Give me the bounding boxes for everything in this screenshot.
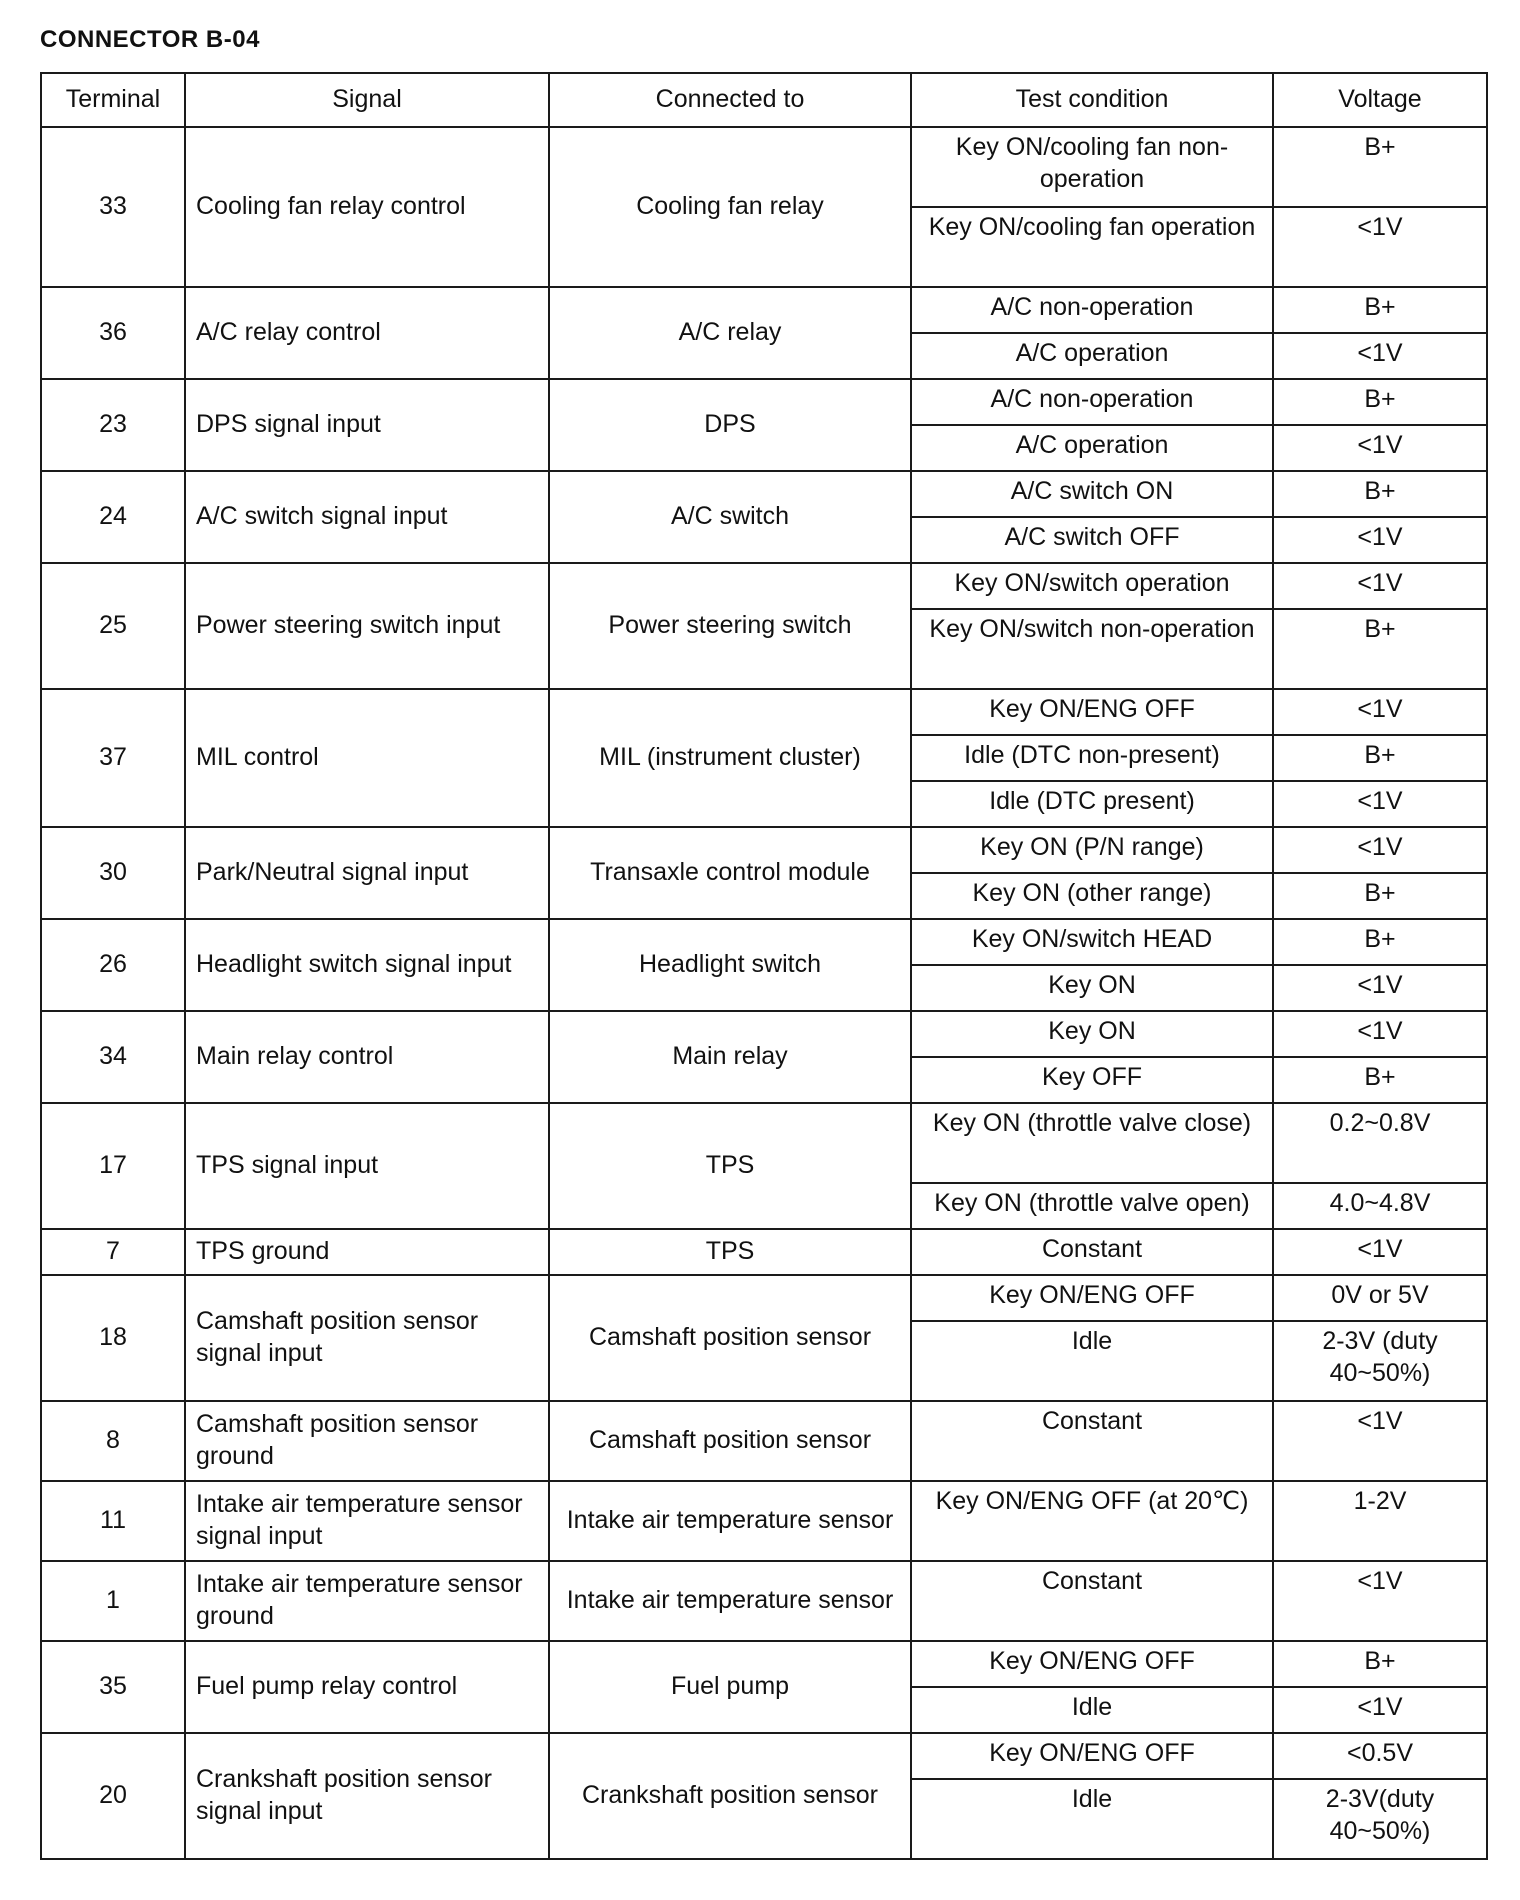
voltage-cell: <1V <box>1273 1401 1487 1481</box>
signal-cell: TPS signal input <box>185 1103 549 1229</box>
test-condition-cell: Key ON/ENG OFF <box>911 1641 1273 1687</box>
terminal-cell: 35 <box>41 1641 185 1733</box>
connected-to-cell: Intake air temperature sensor <box>549 1481 911 1561</box>
terminal-cell: 37 <box>41 689 185 827</box>
voltage-cell: 2-3V(duty 40~50%) <box>1273 1779 1487 1859</box>
voltage-cell: B+ <box>1273 873 1487 919</box>
voltage-cell: B+ <box>1273 471 1487 517</box>
voltage-cell: <1V <box>1273 1561 1487 1641</box>
voltage-cell: B+ <box>1273 609 1487 689</box>
test-condition-cell: Key ON (throttle valve open) <box>911 1183 1273 1229</box>
connected-to-cell: TPS <box>549 1103 911 1229</box>
connected-to-cell: Main relay <box>549 1011 911 1103</box>
connected-to-cell: TPS <box>549 1229 911 1275</box>
test-condition-cell: Key ON/switch HEAD <box>911 919 1273 965</box>
voltage-cell: <0.5V <box>1273 1733 1487 1779</box>
signal-cell: Power steering switch input <box>185 563 549 689</box>
connected-to-cell: Camshaft position sensor <box>549 1275 911 1401</box>
table-row <box>41 1011 1487 1057</box>
table-row <box>41 1481 1487 1561</box>
test-condition-cell: A/C non-operation <box>911 379 1273 425</box>
test-condition-cell: A/C switch OFF <box>911 517 1273 563</box>
table-row <box>41 379 1487 425</box>
voltage-cell: <1V <box>1273 689 1487 735</box>
test-condition-cell: Idle (DTC present) <box>911 781 1273 827</box>
signal-cell: MIL control <box>185 689 549 827</box>
voltage-cell: B+ <box>1273 287 1487 333</box>
terminal-cell: 26 <box>41 919 185 1011</box>
voltage-cell: B+ <box>1273 1057 1487 1103</box>
voltage-cell: 0V or 5V <box>1273 1275 1487 1321</box>
voltage-cell: 0.2~0.8V <box>1273 1103 1487 1183</box>
signal-cell: Camshaft position sensor ground <box>185 1401 549 1481</box>
test-condition-cell: Key ON/ENG OFF <box>911 689 1273 735</box>
test-condition-cell: Constant <box>911 1229 1273 1275</box>
voltage-cell: <1V <box>1273 425 1487 471</box>
signal-cell: Crankshaft position sensor signal input <box>185 1733 549 1859</box>
test-condition-cell: Constant <box>911 1561 1273 1641</box>
terminal-cell: 7 <box>41 1229 185 1275</box>
signal-cell: Park/Neutral signal input <box>185 827 549 919</box>
table-header-row <box>41 73 1487 127</box>
voltage-cell: <1V <box>1273 1229 1487 1275</box>
column-header-terminal: Terminal <box>41 73 185 127</box>
signal-cell: TPS ground <box>185 1229 549 1275</box>
connected-to-cell: Transaxle control module <box>549 827 911 919</box>
connected-to-cell: Headlight switch <box>549 919 911 1011</box>
signal-cell: Intake air temperature sensor signal input <box>185 1481 549 1561</box>
test-condition-cell: A/C non-operation <box>911 287 1273 333</box>
signal-cell: Intake air temperature sensor ground <box>185 1561 549 1641</box>
voltage-cell: <1V <box>1273 781 1487 827</box>
connected-to-cell: DPS <box>549 379 911 471</box>
test-condition-cell: Key ON/cooling fan non-operation <box>911 127 1273 207</box>
test-condition-cell: Idle <box>911 1779 1273 1859</box>
table-row <box>41 1641 1487 1687</box>
test-condition-cell: A/C switch ON <box>911 471 1273 517</box>
test-condition-cell: Key ON/ENG OFF <box>911 1275 1273 1321</box>
column-header-voltage: Voltage <box>1273 73 1487 127</box>
terminal-cell: 11 <box>41 1481 185 1561</box>
test-condition-cell: Key ON (throttle valve close) <box>911 1103 1273 1183</box>
table-row <box>41 919 1487 965</box>
test-condition-cell: Key ON/cooling fan operation <box>911 207 1273 287</box>
signal-cell: A/C relay control <box>185 287 549 379</box>
terminal-cell: 33 <box>41 127 185 287</box>
table-row <box>41 1275 1487 1321</box>
table-row <box>41 689 1487 735</box>
table-row <box>41 127 1487 207</box>
terminal-cell: 8 <box>41 1401 185 1481</box>
signal-cell: Main relay control <box>185 1011 549 1103</box>
test-condition-cell: Idle <box>911 1321 1273 1401</box>
test-condition-cell: Idle (DTC non-present) <box>911 735 1273 781</box>
connected-to-cell: A/C relay <box>549 287 911 379</box>
test-condition-cell: Key ON (other range) <box>911 873 1273 919</box>
voltage-cell: <1V <box>1273 1011 1487 1057</box>
table-row <box>41 1401 1487 1481</box>
voltage-cell: <1V <box>1273 333 1487 379</box>
terminal-cell: 24 <box>41 471 185 563</box>
page-title: CONNECTOR B-04 <box>40 26 260 53</box>
terminal-cell: 25 <box>41 563 185 689</box>
voltage-cell: <1V <box>1273 1687 1487 1733</box>
test-condition-cell: Key OFF <box>911 1057 1273 1103</box>
test-condition-cell: Constant <box>911 1401 1273 1481</box>
voltage-cell: 4.0~4.8V <box>1273 1183 1487 1229</box>
column-header-connected-to: Connected to <box>549 73 911 127</box>
terminal-cell: 18 <box>41 1275 185 1401</box>
table-row <box>41 287 1487 333</box>
voltage-cell: <1V <box>1273 517 1487 563</box>
test-condition-cell: Key ON <box>911 1011 1273 1057</box>
connected-to-cell: Cooling fan relay <box>549 127 911 287</box>
table-row <box>41 471 1487 517</box>
voltage-cell: B+ <box>1273 919 1487 965</box>
table-body <box>41 127 1487 1859</box>
test-condition-cell: Key ON/ENG OFF (at 20℃) <box>911 1481 1273 1561</box>
voltage-cell: B+ <box>1273 127 1487 207</box>
voltage-cell: <1V <box>1273 207 1487 287</box>
connected-to-cell: Intake air temperature sensor <box>549 1561 911 1641</box>
connected-to-cell: Camshaft position sensor <box>549 1401 911 1481</box>
terminal-cell: 36 <box>41 287 185 379</box>
terminal-cell: 34 <box>41 1011 185 1103</box>
voltage-cell: <1V <box>1273 563 1487 609</box>
table-row <box>41 1229 1487 1275</box>
test-condition-cell: A/C operation <box>911 425 1273 471</box>
signal-cell: Headlight switch signal input <box>185 919 549 1011</box>
voltage-cell: 1-2V <box>1273 1481 1487 1561</box>
table-row <box>41 1561 1487 1641</box>
signal-cell: A/C switch signal input <box>185 471 549 563</box>
test-condition-cell: Key ON <box>911 965 1273 1011</box>
connected-to-cell: Power steering switch <box>549 563 911 689</box>
connected-to-cell: A/C switch <box>549 471 911 563</box>
signal-cell: Cooling fan relay control <box>185 127 549 287</box>
column-header-test-condition: Test condition <box>911 73 1273 127</box>
voltage-cell: B+ <box>1273 379 1487 425</box>
table-row <box>41 563 1487 609</box>
test-condition-cell: A/C operation <box>911 333 1273 379</box>
test-condition-cell: Idle <box>911 1687 1273 1733</box>
voltage-cell: <1V <box>1273 965 1487 1011</box>
signal-cell: DPS signal input <box>185 379 549 471</box>
voltage-cell: B+ <box>1273 735 1487 781</box>
voltage-cell: 2-3V (duty 40~50%) <box>1273 1321 1487 1401</box>
terminal-cell: 30 <box>41 827 185 919</box>
signal-cell: Fuel pump relay control <box>185 1641 549 1733</box>
signal-cell: Camshaft position sensor signal input <box>185 1275 549 1401</box>
table-row <box>41 1733 1487 1779</box>
test-condition-cell: Key ON/switch non-operation <box>911 609 1273 689</box>
voltage-cell: B+ <box>1273 1641 1487 1687</box>
test-condition-cell: Key ON/switch operation <box>911 563 1273 609</box>
table-row <box>41 1103 1487 1183</box>
terminal-cell: 20 <box>41 1733 185 1859</box>
test-condition-cell: Key ON (P/N range) <box>911 827 1273 873</box>
connected-to-cell: Crankshaft position sensor <box>549 1733 911 1859</box>
test-condition-cell: Key ON/ENG OFF <box>911 1733 1273 1779</box>
connected-to-cell: MIL (instrument cluster) <box>549 689 911 827</box>
terminal-cell: 1 <box>41 1561 185 1641</box>
voltage-cell: <1V <box>1273 827 1487 873</box>
terminal-cell: 17 <box>41 1103 185 1229</box>
table-row <box>41 827 1487 873</box>
connector-pin-table <box>40 72 1488 1860</box>
column-header-signal: Signal <box>185 73 549 127</box>
connected-to-cell: Fuel pump <box>549 1641 911 1733</box>
terminal-cell: 23 <box>41 379 185 471</box>
